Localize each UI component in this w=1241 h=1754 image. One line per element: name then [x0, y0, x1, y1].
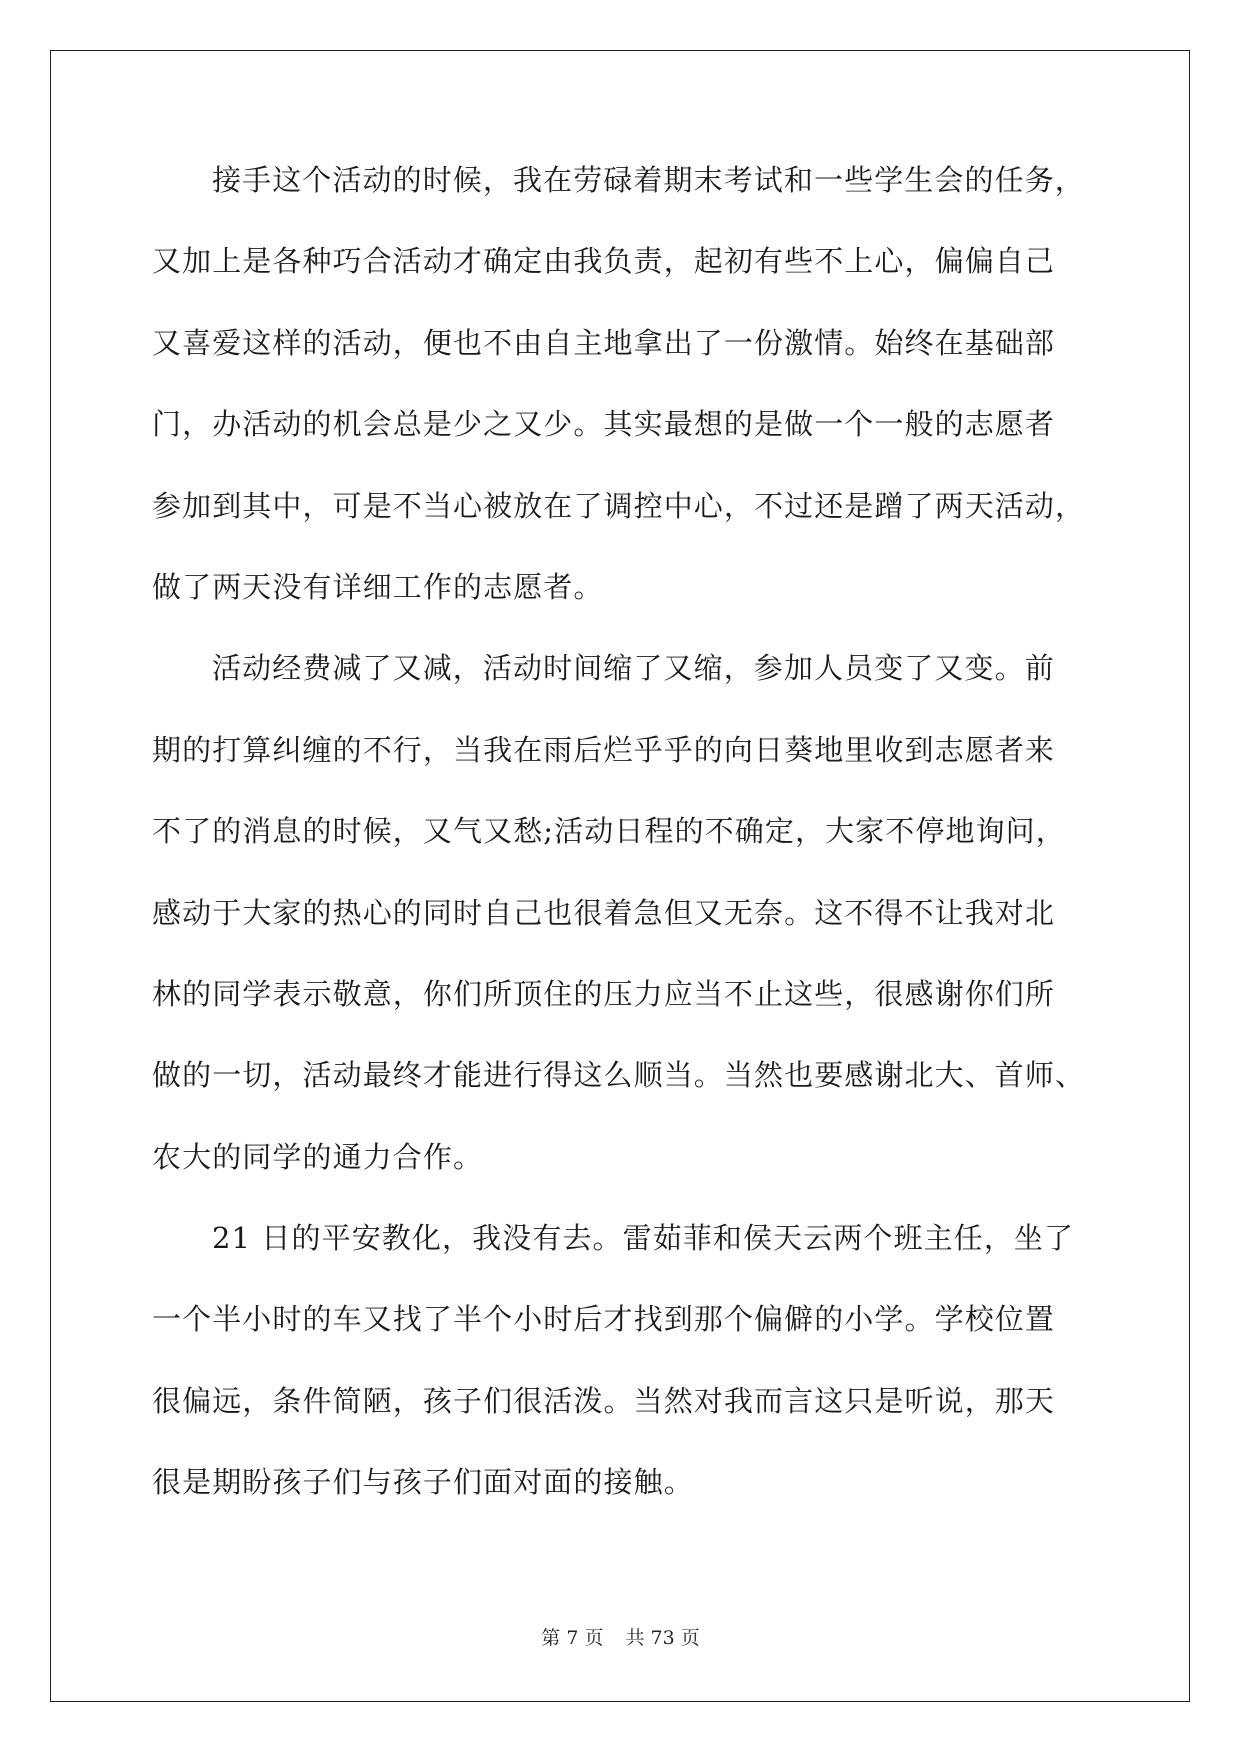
paragraph-2-line-5: 林的同学表示敬意，你们所顶住的压力应当不止这些，很感谢你们所 — [152, 976, 1056, 1011]
document-body — [152, 160, 1092, 1544]
paragraph-3-line-3: 很偏远，条件简陋，孩子们很活泼。当然对我而言这只是听说，那天 — [152, 1383, 1056, 1418]
paragraph-1-line-3: 又喜爱这样的活动，便也不由自主地拿出了一份激情。始终在基础部 — [152, 325, 1056, 360]
paragraph-2-line-4: 感动于大家的热心的同时自己也很着急但又无奈。这不得不让我对北 — [152, 895, 1056, 930]
page-number-total: 共 73 页 — [625, 1627, 700, 1649]
paragraph-1-line-6: 做了两天没有详细工作的志愿者。 — [152, 569, 604, 604]
page-footer — [0, 1626, 1241, 1650]
paragraph-3-line-1: 21 日的平安教化，我没有去。雷茹菲和侯天云两个班主任，坐了 — [212, 1221, 1075, 1256]
page-number-current: 第 7 页 — [541, 1627, 604, 1649]
paragraph-1-line-5: 参加到其中，可是不当心被放在了调控中心，不过还是蹭了两天活动， — [152, 488, 1086, 523]
paragraph-1-line-4: 门，办活动的机会总是少之又少。其实最想的是做一个一般的志愿者 — [152, 407, 1056, 442]
paragraph-3-line-4: 很是期盼孩子们与孩子们面对面的接触。 — [152, 1465, 694, 1500]
paragraph-2-line-2: 期的打算纠缠的不行，当我在雨后烂乎乎的向日葵地里收到志愿者来 — [152, 732, 1056, 767]
paragraph-2-line-7: 农大的同学的通力合作。 — [152, 1139, 484, 1174]
paragraph-1-line-2: 又加上是各种巧合活动才确定由我负责，起初有些不上心，偏偏自己 — [152, 244, 1056, 279]
paragraph-2-line-6: 做的一切，活动最终才能进行得这么顺当。当然也要感谢北大、首师、 — [152, 1058, 1086, 1093]
paragraph-3-line-2: 一个半小时的车又找了半个小时后才找到那个偏僻的小学。学校位置 — [152, 1302, 1056, 1337]
paragraph-2-line-3: 不了的消息的时候，又气又愁;活动日程的不确定，大家不停地询问， — [152, 814, 1066, 849]
paragraph-1-line-1: 接手这个活动的时候，我在劳碌着期末考试和一些学生会的任务， — [212, 163, 1085, 197]
paragraph-2-line-1: 活动经费减了又减，活动时间缩了又缩，参加人员变了又变。前 — [212, 651, 1055, 686]
